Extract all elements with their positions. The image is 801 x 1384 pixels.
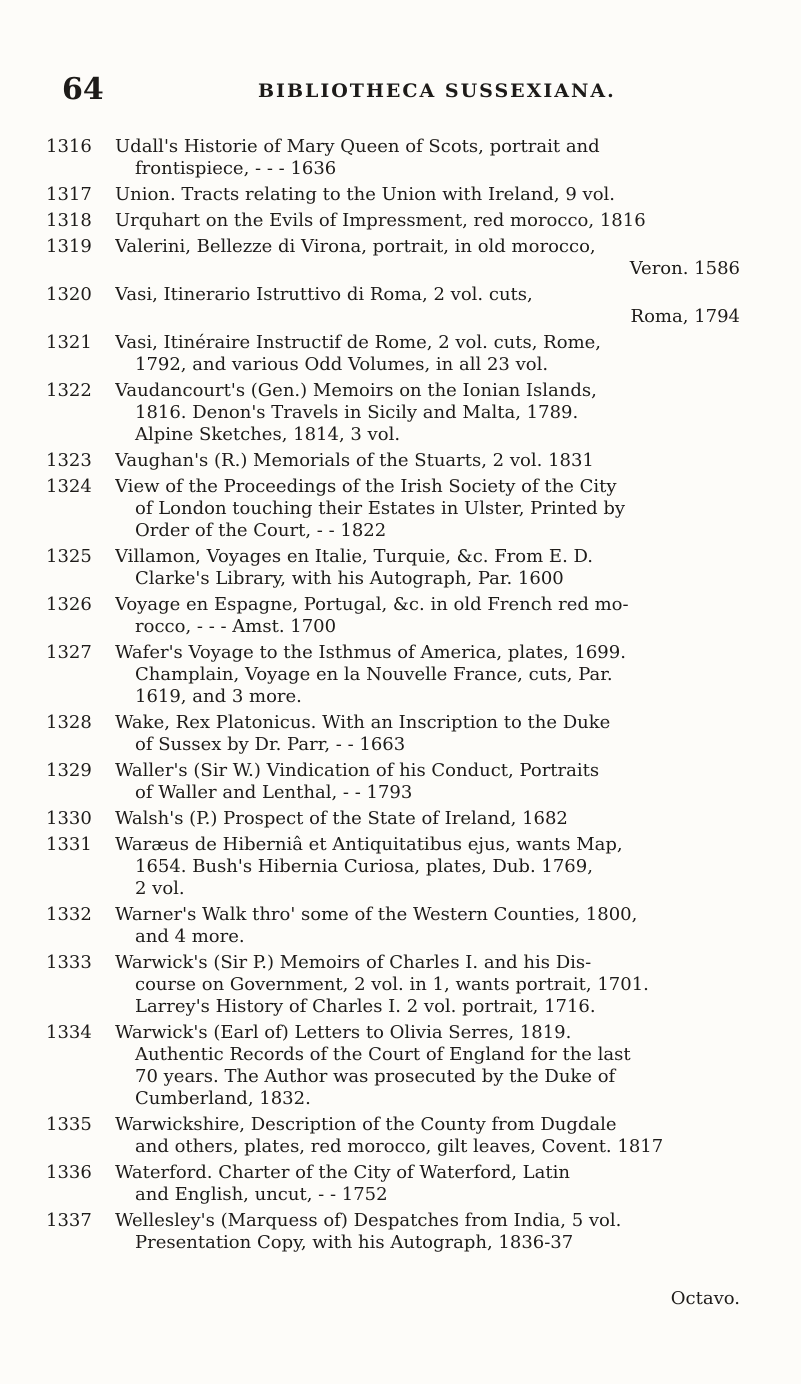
catalogue-entry bbox=[0, 450, 801, 472]
section-label: Octavo. bbox=[670, 1288, 740, 1309]
entry-line: of Waller and Lenthal, - - 1793 bbox=[135, 782, 413, 803]
entry-line: Walsh's (P.) Prospect of the State of Ireland, 1682 bbox=[115, 808, 568, 829]
lot-number: 1337 bbox=[46, 1210, 92, 1231]
entry-line: 1619, and 3 more. bbox=[135, 686, 302, 707]
entry-line: Vasi, Itinerario Istruttivo di Roma, 2 vol. cuts, bbox=[115, 284, 533, 305]
lot-number: 1333 bbox=[46, 952, 92, 973]
catalogue-entry bbox=[0, 136, 801, 180]
entry-line: 2 vol. bbox=[135, 878, 185, 899]
catalogue-entry bbox=[0, 546, 801, 590]
entry-line: Roma, 1794 bbox=[630, 306, 740, 327]
entry-line: Clarke's Library, with his Autograph, Par. 1600 bbox=[135, 568, 564, 589]
entry-line: 70 years. The Author was prosecuted by the Duke of bbox=[135, 1066, 616, 1087]
lot-number: 1322 bbox=[46, 380, 92, 401]
entry-line: Alpine Sketches, 1814, 3 vol. bbox=[135, 424, 401, 445]
entry-line: 1654. Bush's Hibernia Curiosa, plates, Dub. 1769, bbox=[135, 856, 593, 877]
entry-line: Order of the Court, - - 1822 bbox=[135, 520, 387, 541]
entry-line: Warwick's (Sir P.) Memoirs of Charles I. and his Dis- bbox=[115, 952, 592, 973]
entry-line: frontispiece, - - - 1636 bbox=[135, 158, 337, 179]
entry-line: Presentation Copy, with his Autograph, 1836-37 bbox=[135, 1232, 574, 1253]
entry-line: Waterford. Charter of the City of Waterford, Latin bbox=[115, 1162, 570, 1183]
entry-line: rocco, - - - Amst. 1700 bbox=[135, 616, 337, 637]
entry-line: Waræus de Hiberniâ et Antiquitatibus ejus, wants Map, bbox=[115, 834, 623, 855]
lot-number: 1327 bbox=[46, 642, 92, 663]
catalogue-entry bbox=[0, 184, 801, 206]
lot-number: 1316 bbox=[46, 136, 92, 157]
entry-line: Wafer's Voyage to the Isthmus of America, plates, 1699. bbox=[115, 642, 626, 663]
lot-number: 1317 bbox=[46, 184, 92, 205]
catalogue-entry bbox=[0, 1210, 801, 1254]
entry-line: Valerini, Bellezze di Virona, portrait, in old morocco, bbox=[115, 236, 596, 257]
entry-line: of Sussex by Dr. Parr, - - 1663 bbox=[135, 734, 406, 755]
entry-line: course on Government, 2 vol. in 1, wants portrait, 1701. bbox=[135, 974, 649, 995]
lot-number: 1321 bbox=[46, 332, 92, 353]
catalogue-entry bbox=[0, 1022, 801, 1110]
catalogue-entry bbox=[0, 476, 801, 542]
entry-line: Authentic Records of the Court of England for the last bbox=[135, 1044, 631, 1065]
entry-line: View of the Proceedings of the Irish Society of the City bbox=[115, 476, 617, 497]
catalogue-entry bbox=[0, 642, 801, 708]
entry-line: and 4 more. bbox=[135, 926, 245, 947]
lot-number: 1323 bbox=[46, 450, 92, 471]
entry-line: Vaughan's (R.) Memorials of the Stuarts, 2 vol. 1831 bbox=[115, 450, 594, 471]
entry-line: Wellesley's (Marquess of) Despatches from India, 5 vol. bbox=[115, 1210, 622, 1231]
entry-line: Cumberland, 1832. bbox=[135, 1088, 311, 1109]
entry-line: Warner's Walk thro' some of the Western Counties, 1800, bbox=[115, 904, 638, 925]
catalogue-entry bbox=[0, 594, 801, 638]
entry-line: Villamon, Voyages en Italie, Turquie, &c. From E. D. bbox=[115, 546, 594, 567]
catalogue-entry bbox=[0, 236, 801, 280]
lot-number: 1335 bbox=[46, 1114, 92, 1135]
lot-number: 1336 bbox=[46, 1162, 92, 1183]
lot-number: 1325 bbox=[46, 546, 92, 567]
lot-number: 1329 bbox=[46, 760, 92, 781]
entry-line: Vasi, Itinéraire Instructif de Rome, 2 vol. cuts, Rome, bbox=[115, 332, 602, 353]
entry-line: and others, plates, red morocco, gilt leaves, Covent. 1817 bbox=[135, 1136, 664, 1157]
entry-line: Wake, Rex Platonicus. With an Inscription to the Duke bbox=[115, 712, 611, 733]
lot-number: 1330 bbox=[46, 808, 92, 829]
entry-line: Vaudancourt's (Gen.) Memoirs on the Ionian Islands, bbox=[115, 380, 597, 401]
lot-number: 1334 bbox=[46, 1022, 92, 1043]
lot-number: 1326 bbox=[46, 594, 92, 615]
running-title: BIBLIOTHECA SUSSEXIANA. bbox=[258, 80, 616, 102]
entry-line: Voyage en Espagne, Portugal, &c. in old French red mo- bbox=[115, 594, 629, 615]
catalogue-entry bbox=[0, 952, 801, 1018]
lot-number: 1332 bbox=[46, 904, 92, 925]
catalogue-entry bbox=[0, 1114, 801, 1158]
lot-number: 1319 bbox=[46, 236, 92, 257]
catalogue-entries bbox=[0, 136, 801, 1258]
entry-line: Urquhart on the Evils of Impressment, red morocco, 1816 bbox=[115, 210, 646, 231]
lot-number: 1331 bbox=[46, 834, 92, 855]
catalogue-entry bbox=[0, 1162, 801, 1206]
page-header bbox=[0, 64, 801, 107]
catalogue-entry bbox=[0, 332, 801, 376]
entry-line: Udall's Historie of Mary Queen of Scots, portrait and bbox=[115, 136, 600, 157]
entry-line: 1792, and various Odd Volumes, in all 23 vol. bbox=[135, 354, 549, 375]
entry-line: Union. Tracts relating to the Union with Ireland, 9 vol. bbox=[115, 184, 616, 205]
entry-line: Champlain, Voyage en la Nouvelle France, cuts, Par. bbox=[135, 664, 613, 685]
catalogue-entry bbox=[0, 210, 801, 232]
catalogue-entry bbox=[0, 808, 801, 830]
entry-line: and English, uncut, - - 1752 bbox=[135, 1184, 388, 1205]
lot-number: 1328 bbox=[46, 712, 92, 733]
entry-line: Waller's (Sir W.) Vindication of his Conduct, Portraits bbox=[115, 760, 600, 781]
lot-number: 1324 bbox=[46, 476, 92, 497]
lot-number: 1320 bbox=[46, 284, 92, 305]
lot-number: 1318 bbox=[46, 210, 92, 231]
entry-line: 1816. Denon's Travels in Sicily and Malta, 1789. bbox=[135, 402, 579, 423]
catalogue-entry bbox=[0, 834, 801, 900]
catalogue-entry bbox=[0, 760, 801, 804]
catalogue-entry bbox=[0, 284, 801, 328]
catalogue-entry bbox=[0, 380, 801, 446]
catalogue-entry bbox=[0, 712, 801, 756]
entry-line: Larrey's History of Charles I. 2 vol. portrait, 1716. bbox=[135, 996, 596, 1017]
page-number: 64 bbox=[62, 72, 104, 107]
entry-line: Veron. 1586 bbox=[629, 258, 740, 279]
entry-line: of London touching their Estates in Ulster, Printed by bbox=[135, 498, 626, 519]
entry-line: Warwickshire, Description of the County from Dugdale bbox=[115, 1114, 617, 1135]
entry-line: Warwick's (Earl of) Letters to Olivia Serres, 1819. bbox=[115, 1022, 572, 1043]
catalogue-entry bbox=[0, 904, 801, 948]
